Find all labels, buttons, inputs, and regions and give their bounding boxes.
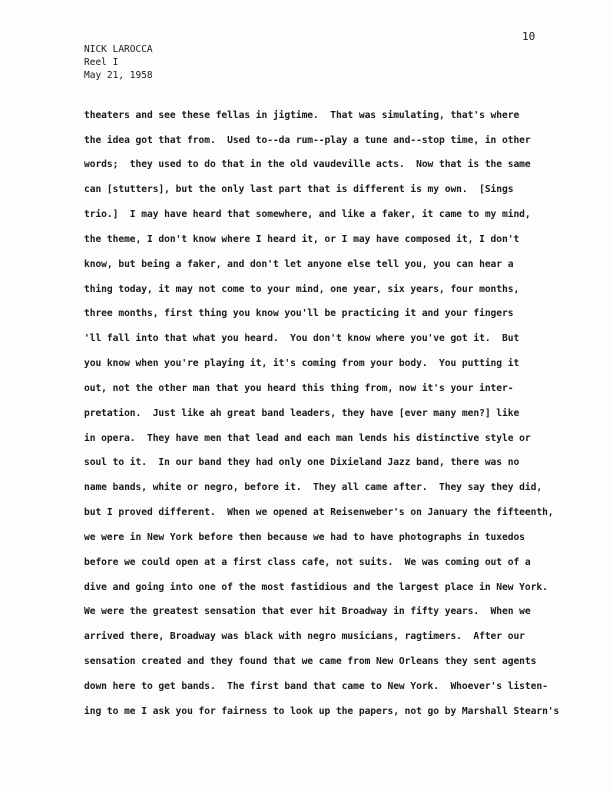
- text-line: words; they used to do that in the old vaudeville acts. Now that is the same: [84, 159, 531, 170]
- interview-date: May 21, 1958: [84, 70, 153, 81]
- text-line: before we could open at a first class cafe, not suits. We was coming out of a: [84, 557, 531, 568]
- text-line: pretation. Just like ah great band leaders, they have [ever many men?] like: [84, 408, 520, 419]
- text-line: arrived there, Broadway was black with negro musicians, ragtimers. After our: [84, 631, 525, 642]
- text-line: We were the greatest sensation that ever hit Broadway in fifty years. When we: [84, 606, 531, 617]
- text-line: can [stutters], but the only last part that is different is my own. [Sings: [84, 184, 514, 195]
- text-line: 'll fall into that what you heard. You don't know where you've got it. But: [84, 333, 520, 344]
- text-line: know, but being a faker, and don't let anyone else tell you, you can hear a: [84, 259, 514, 270]
- text-line: but I proved different. When we opened at Reisenweber's on January the fifteenth,: [84, 507, 554, 518]
- text-line: dive and going into one of the most fastidious and the largest place in New York.: [84, 582, 548, 593]
- text-line: sensation created and they found that we came from New Orleans they sent agents: [84, 656, 537, 667]
- text-line: ing to me I ask you for fairness to look up the papers, not go by Marshall Stearn's: [84, 706, 560, 717]
- reel-label: Reel I: [84, 57, 119, 68]
- text-line: name bands, white or negro, before it. They all came after. They say they did,: [84, 482, 543, 493]
- interviewee-name: NICK LAROCCA: [84, 44, 153, 55]
- text-line: in opera. They have men that lead and each man lends his distinctive style or: [84, 433, 531, 444]
- text-line: out, not the other man that you heard this thing from, now it's your inter-: [84, 383, 514, 394]
- text-line: three months, first thing you know you'll be practicing it and your fingers: [84, 308, 514, 319]
- text-line: we were in New York before then because we had to have photographs in tuxedos: [84, 532, 525, 543]
- page-number: 10: [522, 30, 536, 43]
- text-line: soul to it. In our band they had only one Dixieland Jazz band, there was no: [84, 457, 520, 468]
- text-line: you know when you're playing it, it's coming from your body. You putting it: [84, 358, 520, 369]
- text-line: trio.] I may have heard that somewhere, and like a faker, it came to my mind,: [84, 209, 531, 220]
- text-line: theaters and see these fellas in jigtime. That was simulating, that's where: [84, 110, 520, 121]
- text-line: thing today, it may not come to your mind, one year, six years, four months,: [84, 284, 520, 295]
- text-line: the idea got that from. Used to--da rum--play a tune and--stop time, in other: [84, 135, 531, 146]
- text-line: the theme, I don't know where I heard it, or I may have composed it, I don't: [84, 234, 520, 245]
- text-line: down here to get bands. The first band that came to New York. Whoever's listen-: [84, 681, 548, 692]
